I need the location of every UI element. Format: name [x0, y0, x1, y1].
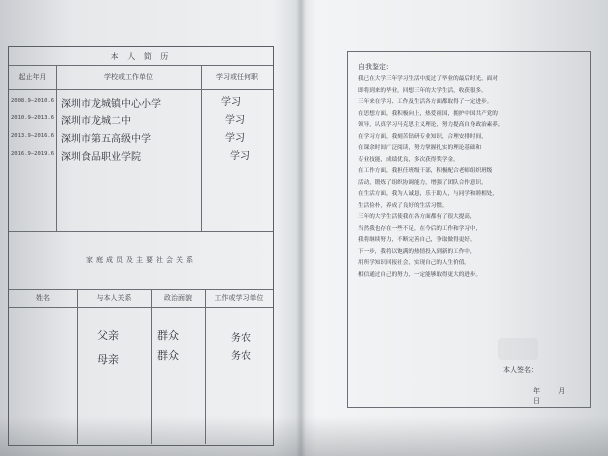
self-eval-line: 生活俭朴，养成了良好的生活习惯。 [358, 202, 448, 209]
politics-1: 群众 [157, 329, 179, 342]
self-eval-line: 领导，认真学习马克思主义理论，努力提高自身政治素养。 [358, 122, 504, 128]
family-unit-1: 务农 [231, 333, 251, 344]
row4-role: 学习 [230, 151, 250, 162]
self-eval-line: 在课余时间广泛阅读，努力掌握扎实的理论基础和 [358, 145, 482, 151]
header-unit: 学校或工作单位 [56, 65, 202, 89]
self-eval-line: 我将继续努力，不断完善自己，争取做得更好。 [358, 237, 476, 243]
bottom-shadow [0, 416, 608, 456]
self-eval-body [358, 74, 582, 281]
resume-form [8, 46, 274, 446]
family-unit-2: 务农 [231, 351, 251, 362]
relation-2: 母亲 [97, 353, 119, 366]
header-family-unit: 工作或学习单位 [214, 294, 264, 302]
header-period: 起止年月 [9, 65, 57, 89]
row2-period: 2010.9—2013.6 [11, 115, 55, 121]
self-eval-line: 在生活方面，我为人诚恳，乐于助人，与同学和睦相处， [358, 191, 498, 197]
self-eval-line: 下一步，我将以饱满的热情投入到新的工作中， [358, 248, 476, 255]
row1-period: 2008.9—2010.6 [11, 98, 55, 104]
self-evaluation-section [347, 51, 591, 408]
row3-period: 2013.9—2016.6 [11, 133, 55, 139]
row1-role: 学习 [221, 97, 241, 108]
faded-stamp [498, 338, 538, 360]
self-eval-line: 专业技能，成绩优良，多次获得奖学金。 [358, 156, 459, 163]
politics-2: 群众 [157, 349, 179, 362]
self-eval-line: 我已在大学三年学习生活中度过了毕业的最后时光，面对 [358, 76, 498, 82]
header-name: 姓名 [9, 289, 78, 307]
self-eval-line: 用所学知识回报社会，实现自己的人生价值。 [358, 260, 470, 266]
signature-label: 本人签名： [503, 366, 538, 374]
self-eval-line: 三年来在学习、工作及生活各方面都取得了一定进步。 [358, 99, 493, 105]
resume-header-row [9, 65, 273, 90]
family-header-row [9, 289, 273, 308]
family-title: 家庭成员及主要社会关系 [86, 256, 196, 264]
self-eval-line: 在工作方面，我担任班级干部，积极配合老师组织班级 [358, 168, 493, 174]
self-eval-line: 相信通过自己的努力，一定能够取得更大的进步。 [358, 271, 482, 278]
self-eval-line: 在思想方面，我积极向上，热爱祖国，拥护中国共产党的 [358, 110, 498, 117]
self-eval-line: 三年的大学生活使我在各方面都有了很大提高， [358, 214, 476, 220]
self-eval-line: 即将到来的毕业，回想三年的大学生活，收获很多。 [358, 87, 487, 94]
resume-title-row [9, 47, 273, 66]
period-col [9, 89, 57, 231]
family-title-row [9, 231, 273, 290]
row3-unit: 深圳市第五高级中学 [61, 134, 151, 145]
header-role: 学习或任何职 [216, 73, 258, 81]
row3-role: 学习 [225, 133, 245, 144]
row4-unit: 深圳食品职业学院 [61, 152, 141, 163]
row4-period: 2016.9—2019.6 [11, 151, 55, 157]
row2-unit: 深圳市龙城二中 [61, 116, 131, 127]
row2-role: 学习 [225, 115, 245, 126]
resume-title: 本 人 简 历 [110, 51, 172, 61]
header-politics: 政治面貌 [151, 289, 206, 307]
self-eval-title: 自我鉴定: [358, 63, 389, 71]
self-eval-line: 当然我也存在一些不足，在今后的工作和学习中， [358, 225, 482, 232]
resume-body [9, 89, 273, 232]
page-fold [296, 0, 306, 456]
relation-1: 父亲 [97, 329, 119, 342]
date-label: 年 月 日 [533, 387, 566, 405]
row1-unit: 深圳市龙城镇中心小学 [61, 99, 161, 110]
header-relation: 与本人关系 [77, 289, 152, 307]
self-eval-line: 在学习方面，我刻苦钻研专业知识，合理安排时间， [358, 133, 487, 140]
self-eval-line: 活动，锻炼了组织协调能力，增强了团队合作意识。 [358, 179, 487, 186]
